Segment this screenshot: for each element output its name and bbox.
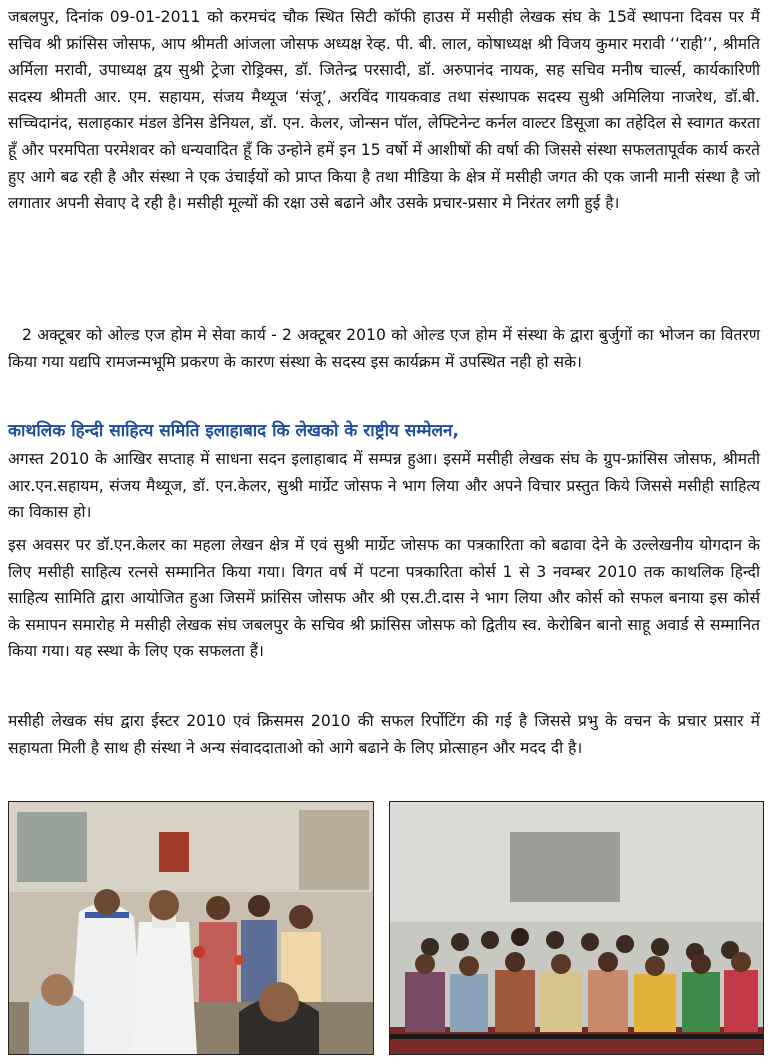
photo-old-age-home	[8, 801, 374, 1055]
paragraph-awards: इस अवसर पर डॉ.एन.केलर का महला लेखन क्षेत्र में एवं सुश्री मार्ग्रेट जोसफ का पत्रकारिता को बढावा देने के उल्लेखनीय योगदान के लिए मसीही साहित्य रत्नसे सम्मानित किया गया। विगत वर्ष में पटना पत्रकारिता कोर्स 1 से 3 नवम्बर 2010 तक काथलिक हिन्दी साहित्य सामिति द्वारा आयोजित हुआ जिसमें फ्रांसिस जोसफ और श्री एस.टी.दास ने भाग लिया और कोर्स को सफल बनाया इस कोर्स के समापन समारोह मे मसीही लेखक संघ जबलपुर के सचिव श्री फ्रांसिस जोसफ को द्वितीय स्व. केरोबिन बानो साहू अवार्ड से सम्मानित किया गया। यह स्स्था के लिए एक सफलता हैं।	[8, 536, 760, 661]
paragraph-reporting: मसीही लेखक संघ द्वारा ईस्टर 2010 एवं क्रिसमस 2010 की सफल रिर्पोटिंग की गई है जिससे प्रभु के वचन के प्रचार प्रसार में सहायता मिली है साथ ही संस्था ने अन्य संवाददाताओ को आगे बढाने के लिए प्रोत्साहन और मदद दी है।	[8, 712, 760, 757]
paragraph-allahabad-conference: अगस्त 2010 के आखिर सप्ताह में साधना सदन इलाहाबाद में सम्पन्न हुआ। इसमें मसीही लेखक संघ के ग्रुप-फ्रांसिस जोसफ, श्रीमती आर.एन.सहायम, संजय मैथ्यूज, डॉ. एन.केलर, सुश्री मार्ग्रेट जोसफ ने भाग लिया और अपने विचार प्रस्तुत किये जिससे मसीही साहित्य का विकास हो।	[8, 450, 760, 522]
paragraph-old-age-home: 2 अक्टूबर को ओल्ड एज होम मे सेवा कार्य - 2 अक्टूबर 2010 को ओल्ड एज होम में संस्था के द्वारा बुर्जुगों का भोजन का वितरण किया गया यद्यपि रामजन्मभूमि प्रकरण के कारण संस्था के सदस्य इस कार्यक्रम में उपस्थित नही हो सके।	[8, 326, 760, 371]
paragraph-foundation-day: जबलपुर, दिनांक 09-01-2011 को करमचंद चौक स्थित सिटी कॉफी हाउस में मसीही लेखक संघ के 15वें स्थापना दिवस पर मैं सचिव श्री फ्रांसिस जोसफ, आप श्रीमती आंजला जोसफ अध्यक्ष रेव्ह. पी. बी. लाल, कोषाध्यक्ष श्री विजय कुमार मरावी ‘‘राही’’, श्रीमति अर्मिला मरावी, उपाध्यक्ष द्वय सुश्री ट्रेजा रोड्रिक्स, डॉ. जितेन्द्र परसादी, डॉ. अरुपानंद नायक, सह सचिव मनीष चार्ल्स, कार्यकारिणी सदस्य श्रीमती आर. एम. सहायम, संजय मैथ्यूज ‘संजू’, अरविंद गायकवाड तथा संस्थापक सदस्य सुश्री अमिलिया नाजरेथ, डॉ.बी. सच्चिदानंद, सलाहकार मंडल डेनिस डेनियल, डॉ. एन. केलर, जोन्सन पॉल, लेफ्टिनेन्ट कर्नल वाल्टर डिसूजा का तहेदिल से स्वागत करता हूँ और परमपिता परमेशवर को धन्यवादित हूँ कि उन्होने हमें इन 15 वर्षो में आशीषों की वर्षा की जिससे संस्था सफलतापूर्वक कार्य करते हुए आगे बढ रही है और संस्था ने एक उंचाईयों को प्राप्त किया है तथा मीडिया के क्षेत्र में मसीही जगत की एक जानी मानी संस्था है जो लगातार अपनी सेवाए दे रही है। मसीही मूल्यों की रक्षा उसे बढाने और उसके प्रचार-प्रसार मे निरंतर लगी हुई है।	[8, 8, 760, 213]
photo-group-gathering	[389, 801, 764, 1055]
photo-old-age-home-icon	[9, 802, 373, 1054]
photo-group-gathering-icon	[390, 802, 763, 1054]
section-heading: काथलिक हिन्दी साहित्य समिति इलाहाबाद कि लेखको के राष्ट्रीय सम्मेलन,	[8, 421, 459, 441]
